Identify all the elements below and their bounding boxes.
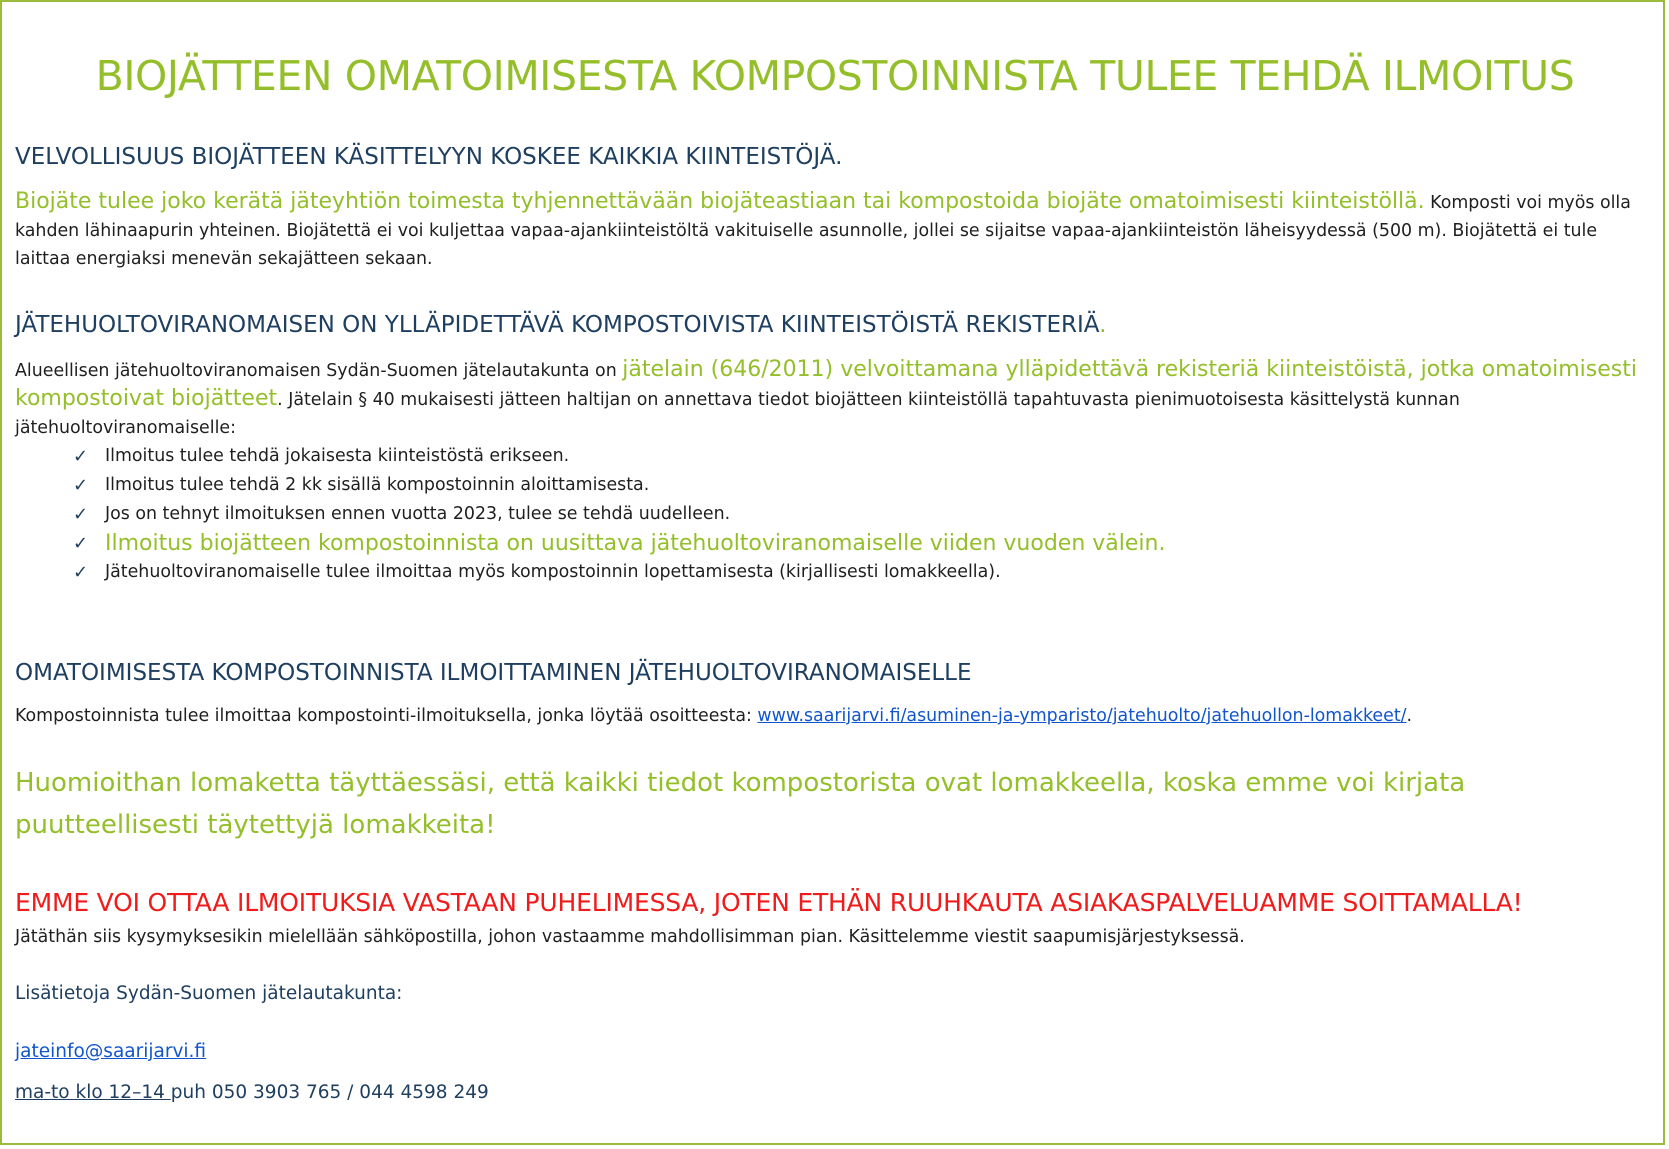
contact-email-row (15, 1041, 206, 1062)
list-item-text: Ilmoitus biojätteen kompostoinnista on uusittava jätehuoltoviranomaiselle viiden vuoden välein. (105, 531, 1166, 556)
section3-heading: OMATOIMISESTA KOMPOSTOINNISTA ILMOITTAMINEN JÄTEHUOLTOVIRANOMAISELLE (15, 660, 972, 686)
section2-text-after: . Jätelain § 40 mukaisesti jätteen haltijan on annettava tiedot biojätteen kiinteistöllä tapahtuvasta pienimuotoisesta käsittelystä kunnan jätehuoltoviranomaiselle: (15, 390, 1460, 438)
email-note: Jätäthän siis kysymyksesikin mielellään sähköpostilla, johon vastaamme mahdollisimman pian. Käsittelemme viestit saapumisjärjestyksessä. (15, 927, 1245, 947)
checkmark-icon: ✓ (73, 562, 89, 583)
section2-heading (15, 312, 1106, 338)
section3-text: Kompostoinnista tulee ilmoittaa kompostointi-ilmoituksella, jonka löytää osoitteesta: (15, 706, 758, 726)
list-item (63, 558, 1165, 587)
section2-heading-dot: . (1099, 312, 1107, 338)
requirements-list (63, 442, 1165, 587)
contact-hours[interactable]: ma-to klo 12–14 (15, 1082, 171, 1103)
list-item (63, 471, 1165, 500)
contact-label: Lisätietoja Sydän-Suomen jätelautakunta: (15, 983, 403, 1004)
section1-text: Komposti voi myös olla kahden lähinaapurin yhteinen. Biojätettä ei voi kuljettaa vapaa-ajankiinteistöltä vakituiselle asunnolle, jollei se sijaitse vapaa-ajankiinteistön läheisyydessä (500 m). Biojätettä ei tule laittaa energiaksi menevän sekajätteen sekaan. (15, 193, 1631, 269)
list-item (63, 500, 1165, 529)
checkmark-icon: ✓ (73, 533, 89, 554)
section3-text-end: . (1406, 706, 1413, 726)
list-item-text: Ilmoitus tulee tehdä jokaisesta kiinteistöstä erikseen. (105, 446, 570, 466)
section1-heading: VELVOLLISUUS BIOJÄTTEEN KÄSITTELYYN KOSKEE KAIKKIA KIINTEISTÖJÄ. (15, 144, 843, 170)
checkmark-icon: ✓ (73, 475, 89, 496)
section2-text-green: jätelain (646/2011) velvoittamana ylläpidettävä rekisteriä kiinteistöistä, jotka omatoimisesti kompostoivat biojätteet (15, 357, 1637, 411)
section2-heading-text: JÄTEHUOLTOVIRANOMAISEN ON YLLÄPIDETTÄVÄ KOMPOSTOIVISTA KIINTEISTÖISTÄ REKISTERIÄ (15, 312, 1100, 338)
section2-paragraph (15, 356, 1655, 442)
page-title: BIOJÄTTEEN OMATOIMISESTA KOMPOSTOINNISTA TULEE TEHDÄ ILMOITUS (95, 52, 1575, 100)
section1-paragraph (15, 188, 1655, 273)
contact-phone-row (15, 1082, 489, 1103)
list-item-text: Ilmoitus tulee tehdä 2 kk sisällä kompostoinnin aloittamisesta. (105, 475, 650, 495)
list-item-text: Jätehuoltoviranomaiselle tulee ilmoittaa myös kompostoinnin lopettamisesta (kirjallisesti lomakkeella). (105, 562, 1001, 582)
section3-paragraph (15, 706, 1412, 726)
list-item (63, 442, 1165, 471)
checkmark-icon: ✓ (73, 504, 89, 525)
forms-link[interactable]: www.saarijarvi.fi/asuminen-ja-ymparisto/jatehuolto/jatehuollon-lomakkeet/ (757, 706, 1407, 726)
list-item-text: Jos on tehnyt ilmoituksen ennen vuotta 2023, tulee se tehdä uudelleen. (105, 504, 731, 524)
notice-text: Huomioithan lomaketta täyttäessäsi, että kaikki tiedot kompostorista ovat lomakkeella, koska emme voi kirjata puutteellisesti täytettyjä lomakkeita! (15, 768, 1466, 840)
contact-email-link[interactable]: jateinfo@saarijarvi.fi (15, 1041, 207, 1062)
section2-text-before: Alueellisen jätehuoltoviranomaisen Sydän-Suomen jätelautakunta on (15, 361, 623, 381)
contact-phone: puh 050 3903 765 / 044 4598 249 (170, 1082, 489, 1103)
list-item (63, 529, 1165, 558)
section1-lead: Biojäte tulee joko kerätä jäteyhtiön toimesta tyhjennettävään biojäteastiaan tai kompostoida biojäte omatoimisesti kiinteistöllä. (15, 189, 1425, 214)
warning-text: EMME VOI OTTAA ILMOITUKSIA VASTAAN PUHELIMESSA, JOTEN ETHÄN RUUHKAUTA ASIAKASPALVELUAMME SOITTAMALLA! (15, 888, 1523, 917)
checkmark-icon: ✓ (73, 446, 89, 467)
